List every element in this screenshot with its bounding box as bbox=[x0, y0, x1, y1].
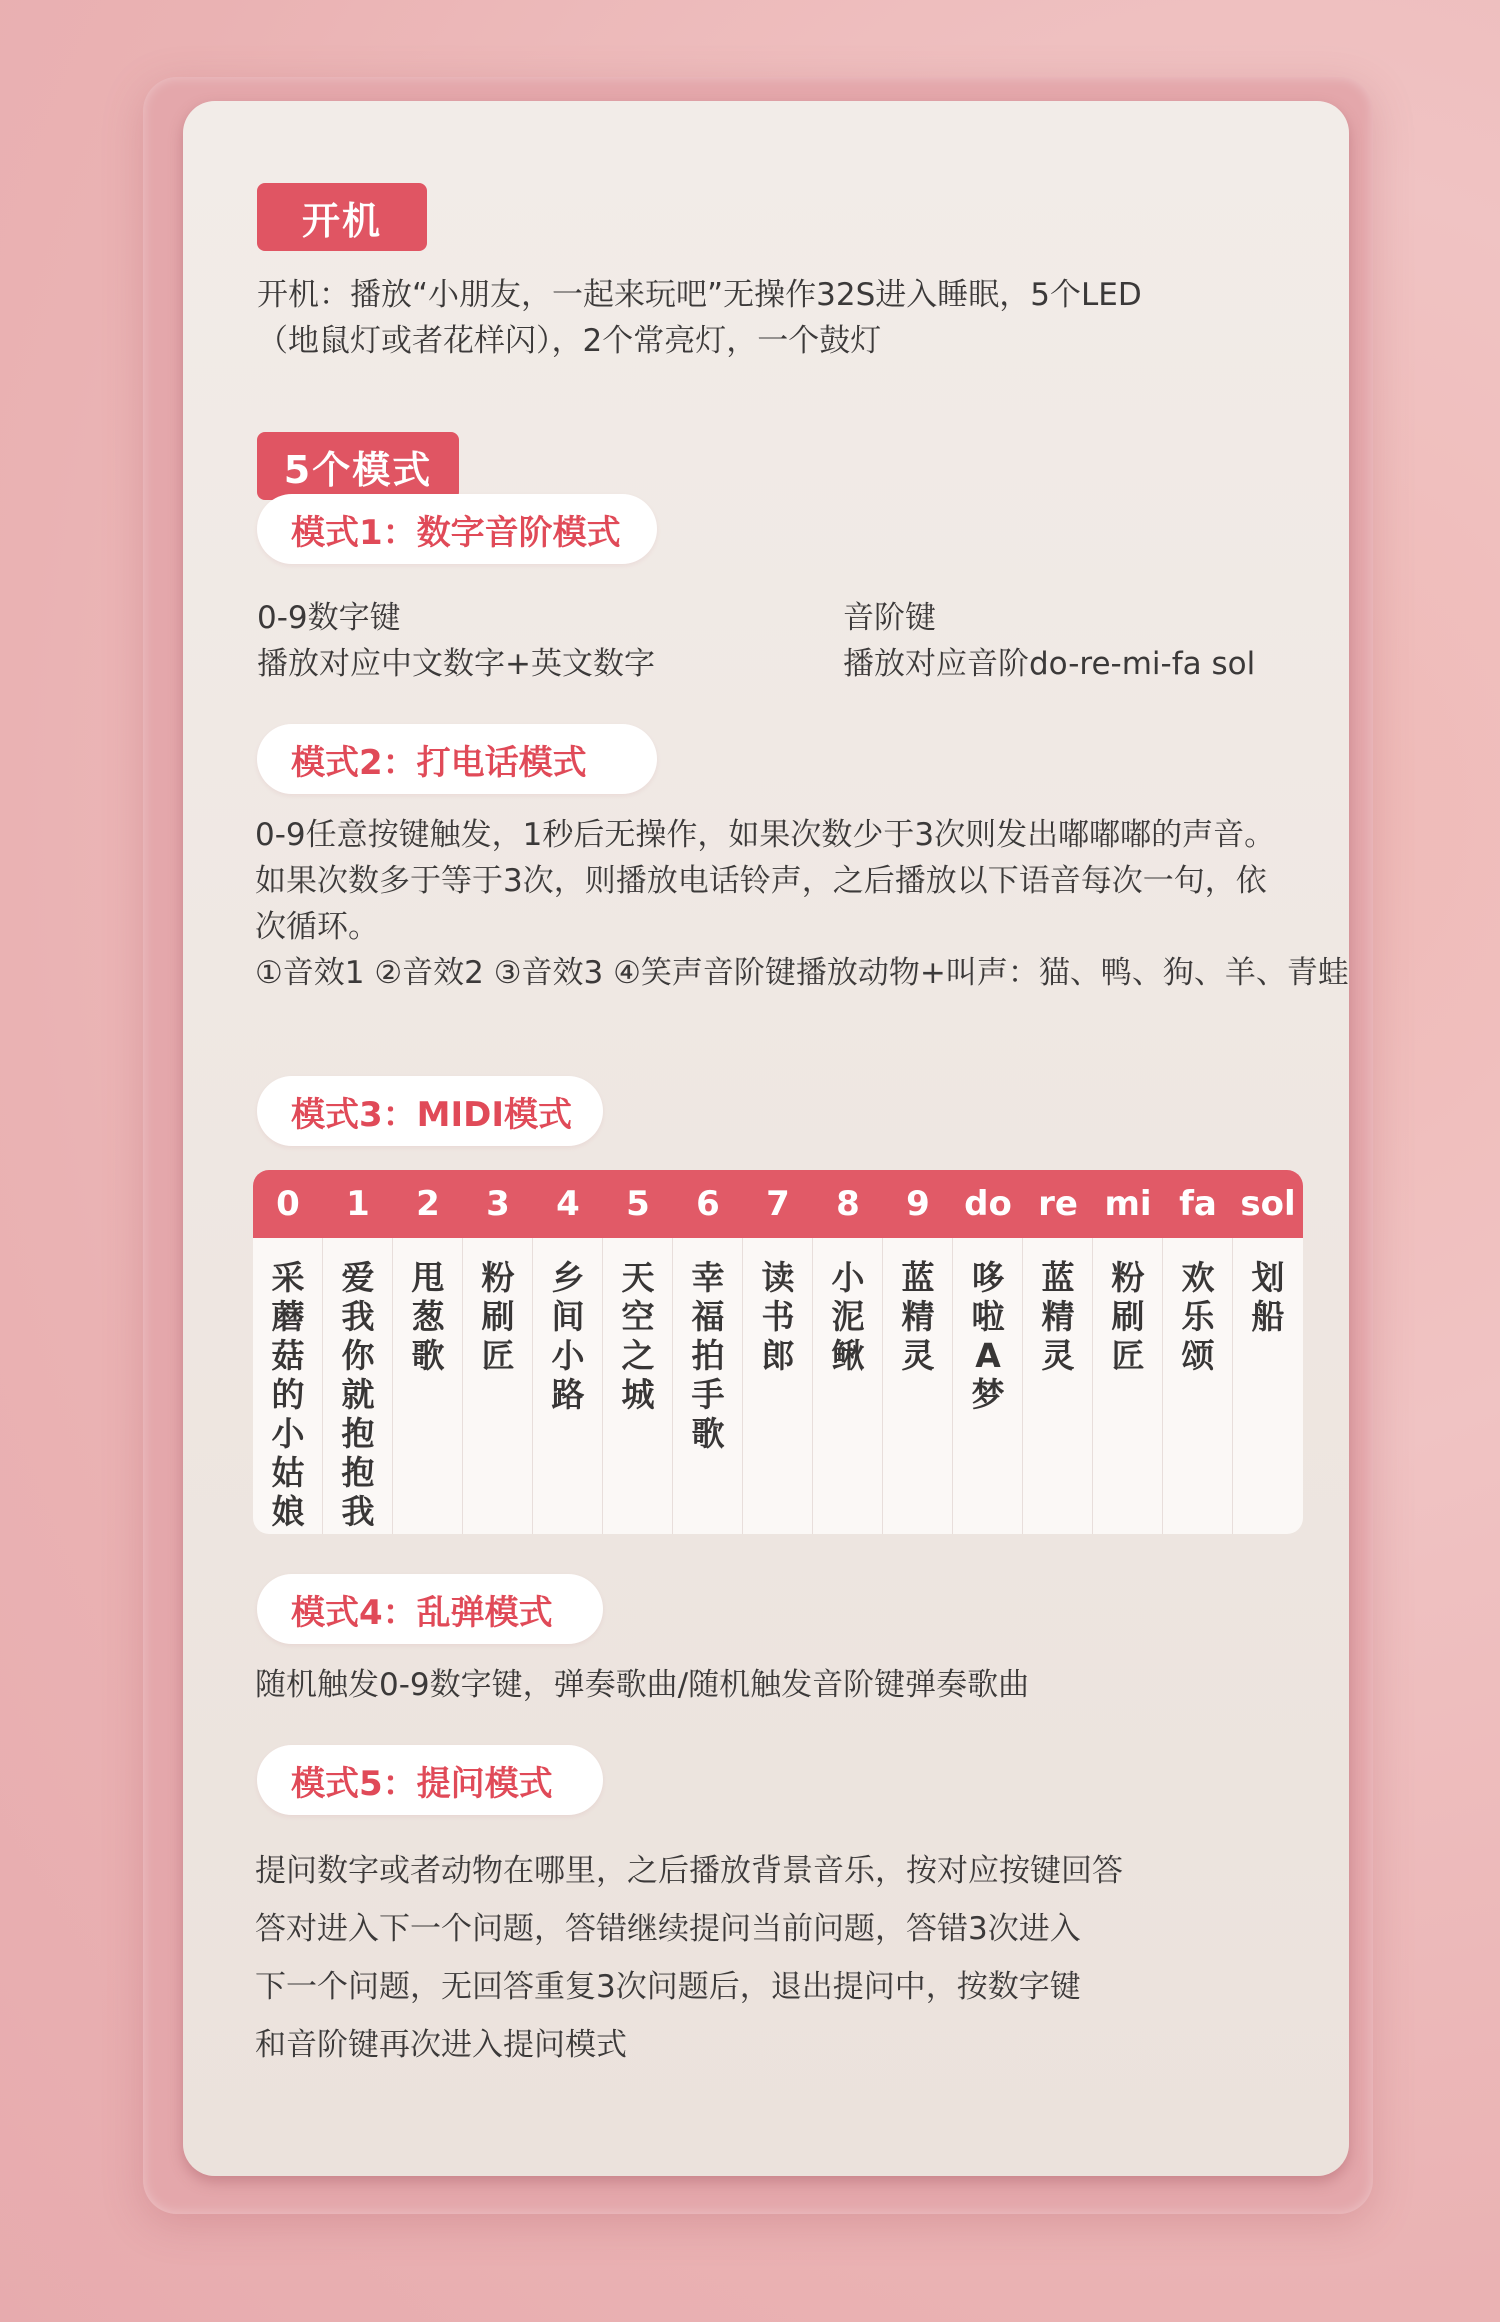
midi-table-header bbox=[253, 1170, 1303, 1238]
mode1-title: 模式1：数字音阶模式 bbox=[257, 494, 657, 564]
mode5-line-4: 和音阶键再次进入提问模式 bbox=[255, 2027, 627, 2063]
midi-song-title: 爱我你就抱抱我 bbox=[341, 1258, 375, 1531]
midi-key-2: 2 bbox=[416, 1184, 440, 1224]
midi-song-table bbox=[253, 1170, 1303, 1534]
midi-song-title: 粉刷匠 bbox=[481, 1258, 515, 1375]
midi-key-5: 5 bbox=[626, 1184, 650, 1224]
midi-song-title: 甩葱歌 bbox=[411, 1258, 445, 1375]
mode5-line-1: 提问数字或者动物在哪里，之后播放背景音乐，按对应按键回答 bbox=[255, 1853, 1123, 1889]
power-on-tag: 开机 bbox=[257, 183, 427, 251]
midi-key-4: 4 bbox=[556, 1184, 580, 1224]
mode1-right-line-2: 播放对应音阶do-re-mi-fa sol bbox=[843, 646, 1256, 682]
midi-song-title: 读书郎 bbox=[761, 1258, 795, 1375]
midi-song-title: 蓝精灵 bbox=[901, 1258, 935, 1375]
mode1-left-line-1: 0-9数字键 bbox=[257, 600, 401, 636]
midi-key-mi: mi bbox=[1104, 1184, 1152, 1224]
mode2-line-3: 次循环。 bbox=[255, 909, 379, 945]
midi-song-title: 幸福拍手歌 bbox=[691, 1258, 725, 1453]
midi-song-title: 小泥鳅 bbox=[831, 1258, 865, 1375]
mode1-right-line-1: 音阶键 bbox=[843, 600, 936, 636]
midi-song-title: 划船 bbox=[1251, 1258, 1285, 1336]
midi-song-title: 天空之城 bbox=[621, 1258, 655, 1414]
power-on-line-2: （地鼠灯或者花样闪），2个常亮灯，一个鼓灯 bbox=[257, 323, 882, 359]
midi-key-0: 0 bbox=[276, 1184, 300, 1224]
power-on-line-1: 开机：播放“小朋友，一起来玩吧”无操作32S进入睡眠，5个LED bbox=[257, 277, 1142, 313]
midi-song-title: 粉刷匠 bbox=[1111, 1258, 1145, 1375]
midi-key-3: 3 bbox=[486, 1184, 510, 1224]
midi-song-title: 蓝精灵 bbox=[1041, 1258, 1075, 1375]
midi-key-7: 7 bbox=[766, 1184, 790, 1224]
midi-song-title: 乡间小路 bbox=[551, 1258, 585, 1414]
mode1-left-line-2: 播放对应中文数字+英文数字 bbox=[257, 646, 655, 682]
mode2-title: 模式2：打电话模式 bbox=[257, 724, 657, 794]
modes-tag: 5个模式 bbox=[257, 432, 459, 500]
mode2-line-2: 如果次数多于等于3次，则播放电话铃声，之后播放以下语音每次一句，依 bbox=[255, 863, 1267, 899]
midi-song-title: 哆啦A梦 bbox=[971, 1258, 1005, 1414]
midi-key-8: 8 bbox=[836, 1184, 860, 1224]
mode4-line-1: 随机触发0-9数字键，弹奏歌曲/随机触发音阶键弹奏歌曲 bbox=[255, 1667, 1030, 1703]
midi-song-title: 采蘑菇的小姑娘 bbox=[271, 1258, 305, 1531]
midi-key-do: do bbox=[964, 1184, 1012, 1224]
mode5-line-2: 答对进入下一个问题，答错继续提问当前问题，答错3次进入 bbox=[255, 1911, 1081, 1947]
midi-key-sol: sol bbox=[1240, 1184, 1296, 1224]
mode5-line-3: 下一个问题，无回答重复3次问题后，退出提问中，按数字键 bbox=[255, 1969, 1081, 2005]
mode2-line-4: ①音效1 ②音效2 ③音效3 ④笑声音阶键播放动物+叫声：猫、鸭、狗、羊、青蛙 bbox=[255, 955, 1349, 991]
midi-key-re: re bbox=[1038, 1184, 1078, 1224]
midi-key-fa: fa bbox=[1179, 1184, 1217, 1224]
mode4-title: 模式4：乱弹模式 bbox=[257, 1574, 603, 1644]
mode5-title: 模式5：提问模式 bbox=[257, 1745, 603, 1815]
midi-song-title: 欢乐颂 bbox=[1181, 1258, 1215, 1375]
mode2-line-1: 0-9任意按键触发，1秒后无操作，如果次数少于3次则发出嘟嘟嘟的声音。 bbox=[255, 817, 1276, 853]
mode3-title: 模式3：MIDI模式 bbox=[257, 1076, 603, 1146]
midi-key-9: 9 bbox=[906, 1184, 930, 1224]
midi-key-6: 6 bbox=[696, 1184, 720, 1224]
midi-key-1: 1 bbox=[346, 1184, 370, 1224]
